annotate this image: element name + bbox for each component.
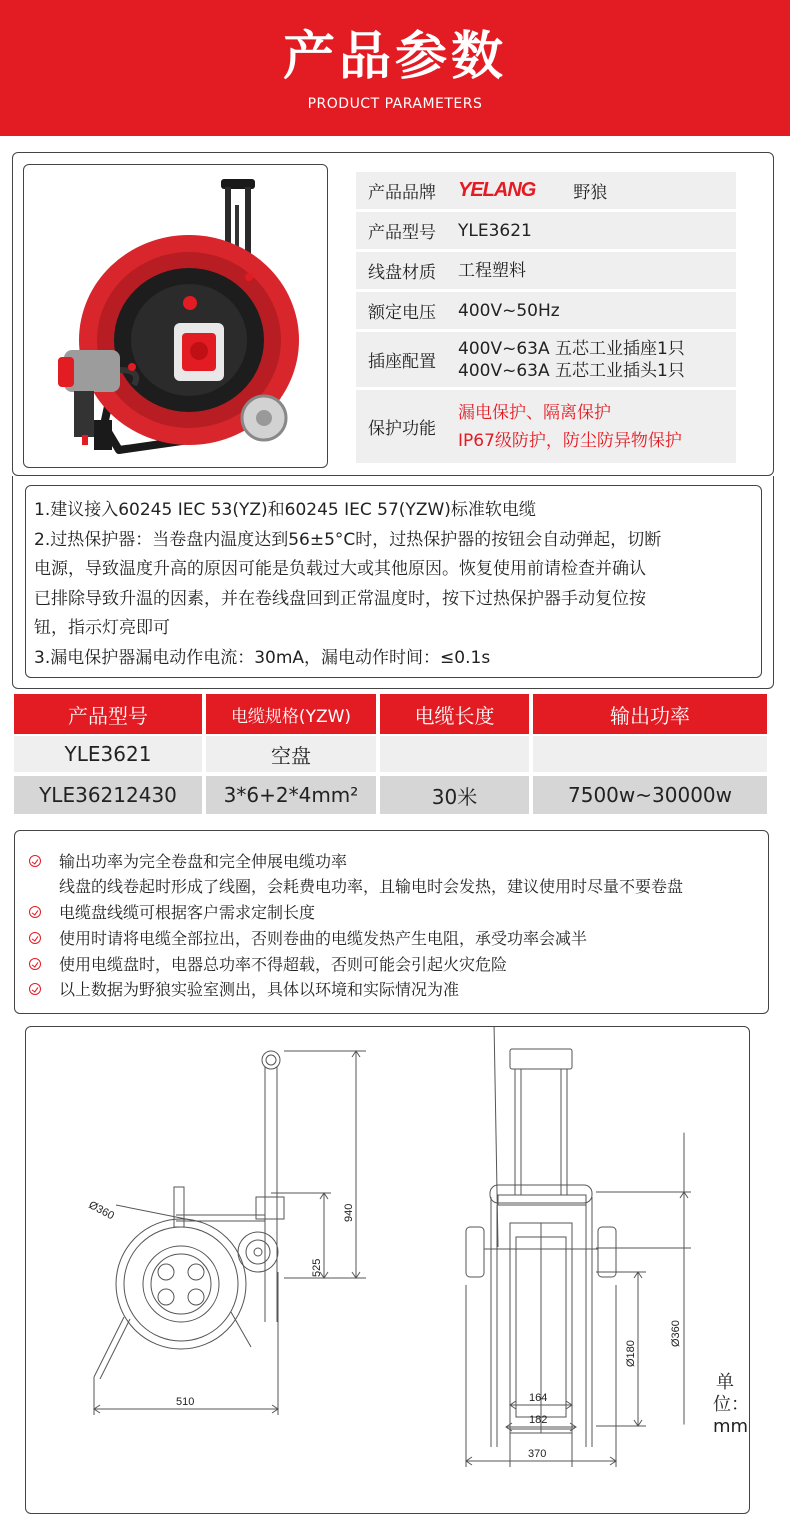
check-circle-icon (29, 958, 41, 970)
spec-row-material (356, 252, 736, 289)
spec-label-voltage: 额定电压 (368, 303, 436, 323)
unit-label: 单位：mm (713, 1372, 749, 1437)
spec-label-socket: 插座配置 (368, 352, 436, 372)
table-header-cell: 电缆长度 (380, 694, 529, 734)
spec-value-brand: 野狼 (573, 183, 608, 203)
table-row (14, 776, 767, 814)
spec-row-voltage (356, 292, 736, 329)
spec-value-material: 工程塑料 (458, 260, 526, 281)
spec-row-brand (356, 172, 736, 209)
spec-row-protection (356, 390, 736, 463)
tip-item: 使用电缆盘时，电器总功率不得超载，否则可能会引起火灾危险 (29, 952, 507, 975)
dim-front-w2: 182 (529, 1414, 548, 1426)
note-line: 3.漏电保护器漏电动作电流：30mA，漏电动作时间：≤0.1s (34, 647, 491, 668)
spec-value-socket-1: 400V~63A 五芯工业插座1只 (458, 338, 685, 359)
check-circle-icon (29, 932, 41, 944)
dim-side-height-total: 940 (343, 1203, 355, 1222)
page-subtitle: PRODUCT PARAMETERS (307, 96, 483, 112)
table-header-cell: 输出功率 (533, 694, 767, 734)
note-line: 2.过热保护器：当卷盘内温度达到56±5°C时，过热保护器的按钮会自动弹起，切断 (34, 529, 662, 550)
table-cell (380, 736, 529, 772)
note-line: 已排除导致升温的因素，并在卷线盘回到正常温度时，按下过热保护器手动复位按 (34, 588, 646, 609)
tip-item: 以上数据为野狼实验室测出，具体以环境和实际情况为准 (29, 977, 459, 1000)
spec-value-socket-2: 400V~63A 五芯工业插头1只 (458, 360, 685, 381)
table-header-cell: 电缆规格(YZW) (206, 694, 376, 734)
table-header-cell: 产品型号 (14, 694, 202, 734)
brand-logo: YELANG (458, 179, 536, 201)
dim-side-width: 510 (176, 1396, 195, 1408)
tips-box (14, 830, 769, 1014)
check-circle-icon (29, 906, 41, 918)
dim-front-w3: 370 (528, 1448, 547, 1460)
table-cell: 7500w~30000w (533, 776, 767, 814)
table-cell: 30米 (380, 776, 529, 814)
product-photo (23, 164, 328, 468)
spec-value-voltage: 400V~50Hz (458, 300, 560, 321)
table-row (14, 736, 767, 772)
header-banner (0, 0, 790, 136)
tip-item: 电缆盘线缆可根据客户需求定制长度 (29, 900, 315, 923)
spec-label-material: 线盘材质 (368, 263, 436, 283)
dimension-drawing (25, 1026, 750, 1514)
check-circle-icon (29, 983, 41, 995)
table-cell: 3*6+2*4mm² (206, 776, 376, 814)
cable-reel-image (24, 165, 328, 468)
dim-side-diameter: Ø360 (86, 1199, 116, 1223)
check-circle-icon (29, 855, 41, 867)
spec-label-model: 产品型号 (368, 223, 436, 243)
spec-row-socket (356, 332, 736, 387)
dim-front-w1: 164 (529, 1392, 548, 1404)
table-cell: 空盘 (206, 736, 376, 772)
spec-value-protection-1: 漏电保护、隔离保护 (458, 402, 611, 423)
dim-side-height-axis: 525 (311, 1258, 323, 1277)
table-cell: YLE36212430 (14, 776, 202, 814)
table-cell: YLE3621 (14, 736, 202, 772)
spec-value-model: YLE3621 (458, 220, 532, 241)
page-title: 产品参数 (282, 27, 507, 87)
note-line: 钮，指示灯亮即可 (34, 618, 170, 638)
tip-item: 使用时请将电缆全部拉出，否则卷曲的电缆发热产生电阻，承受功率会减半 (29, 926, 587, 949)
table-cell (533, 736, 767, 772)
tip-item: 线盘的线卷起时形成了线圈，会耗费电功率，且输电时会发热，建议使用时尽量不要卷盘 (59, 877, 684, 896)
dim-front-inner-diameter: Ø180 (625, 1340, 637, 1367)
spec-label-brand: 产品品牌 (368, 183, 436, 203)
tip-item: 输出功率为完全卷盘和完全伸展电缆功率 (29, 849, 347, 872)
spec-label-protection: 保护功能 (368, 419, 436, 439)
dim-front-outer-diameter: Ø360 (670, 1320, 682, 1347)
notes-box (25, 485, 762, 678)
table-header-row (14, 694, 767, 734)
note-line: 电源，导致温度升高的原因可能是负载过大或其他原因。恢复使用前请检查并确认 (34, 559, 646, 579)
dimension-drawing-svg (26, 1027, 750, 1514)
spec-value-protection-2: IP67级防护，防尘防异物保护 (458, 430, 682, 451)
note-line: 1.建议接入60245 IEC 53(YZ)和60245 IEC 57(YZW)标准软电缆 (34, 500, 536, 520)
spec-row-model (356, 212, 736, 249)
